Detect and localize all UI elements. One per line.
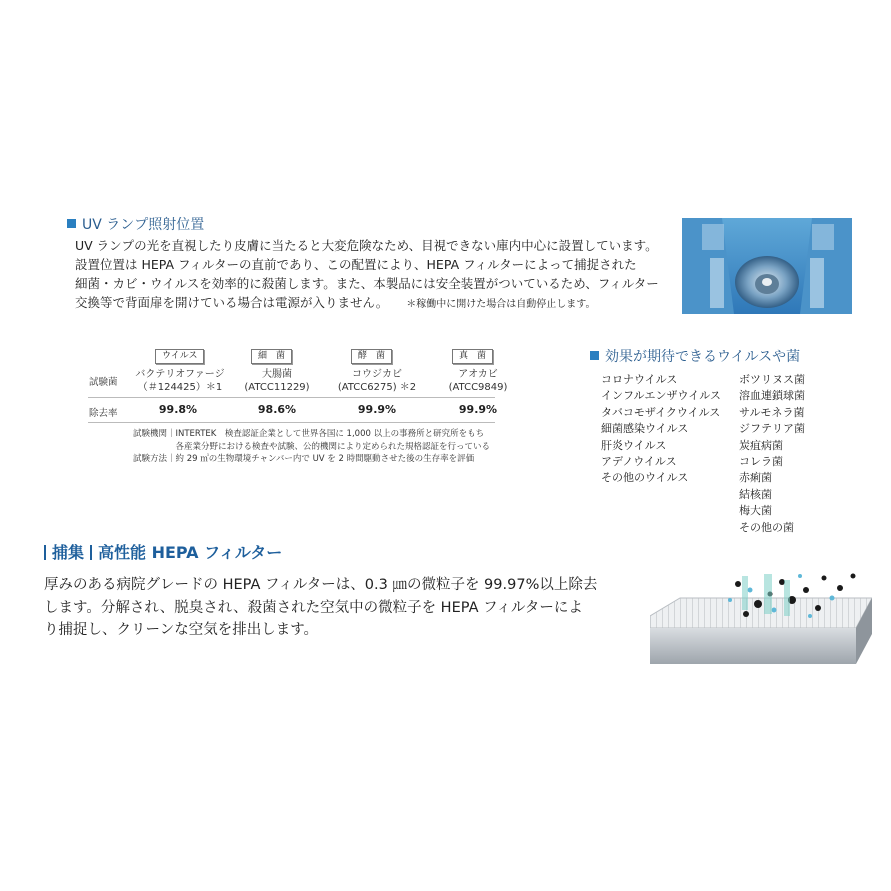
list-item: ボツリヌス菌 <box>739 373 805 386</box>
list-item: アデノウイルス <box>601 454 677 468</box>
row-label-test-organism: 試験菌 <box>89 377 118 388</box>
list-item: その他のウイルス <box>601 471 689 485</box>
list-item: 細菌感染ウイルス <box>601 422 689 436</box>
uv-section-title: UV ランプ照射位置 <box>67 214 204 234</box>
list-item: インフルエンザウイルス <box>601 389 721 403</box>
hepa-section-title: 捕集 高性能 HEPA フィルター <box>44 540 282 563</box>
removal-rate: 99.9% <box>458 403 498 416</box>
list-item: 溶血連鎖球菌 <box>739 389 805 403</box>
table-divider <box>88 397 495 398</box>
organism-cell: バクテリオファージ （＃124425）＊1 <box>135 369 225 393</box>
virus-list <box>601 372 721 487</box>
category-yeast: 酵 菌 <box>351 349 392 364</box>
category-fungi: 真 菌 <box>452 349 493 364</box>
list-item: その他の菌 <box>739 520 794 534</box>
row-label-removal-rate: 除去率 <box>89 408 118 419</box>
hepa-filter-image <box>650 570 872 666</box>
organism-cell: アオカビ (ATCC9849) <box>448 369 508 393</box>
hepa-paragraph: 厚みのある病院グレードの HEPA フィルターは、0.3 ㎛の微粒子を 99.97%以上除去 します。分解され、脱臭され、殺菌された空気中の微粒子を HEPA フィルターによ り捕捉し、クリーンな空気を排出します。 <box>44 577 598 638</box>
list-item: タバコモザイクウイルス <box>601 405 721 419</box>
effect-section-title: 効果が期待できるウイルスや菌 <box>590 346 800 366</box>
title-bar-icon <box>90 545 92 560</box>
list-item: 結核菌 <box>739 487 772 501</box>
bacteria-list <box>739 372 805 536</box>
list-item: 梅大菌 <box>739 504 772 518</box>
title-bar-icon <box>44 545 46 560</box>
uv-paragraph: UV ランプの光を直視したり皮膚に当たると大変危険なため、目視できない庫内中心に設置しています。 設置位置は HEPA フィルターの直前であり、この配置により、HEPA フィルターによって捕捉された 細菌・カビ・ウイルスを効率的に殺菌します。また、本製品には安全装置がついているため、フィルター 交換等で背面扉を開けている場合は電源が入りません。 ＊稼働中に開けた場合は自動停止します。 <box>75 238 659 310</box>
list-item: コロナウイルス <box>601 373 678 386</box>
square-bullet-icon <box>590 351 599 360</box>
organism-cell: コウジカビ (ATCC6275) ＊2 <box>337 369 417 393</box>
removal-rate: 99.9% <box>357 403 397 416</box>
removal-rate: 99.8% <box>158 403 198 416</box>
list-item: 肝炎ウイルス <box>601 438 667 452</box>
square-bullet-icon <box>67 219 76 228</box>
uv-lamp-photo <box>682 218 852 314</box>
table-footnotes: 試験機関｜INTERTEK 検査認証企業として世界各国に 1,000 以上の事務所と研究所をもち 各産業分野における検査や試験、公的機関により定められた規格認証を行っている 試験方法｜約 29 ㎥の生物環境チャンバー内で UV を 2 時間駆動させた後の生存率を評価 <box>133 429 491 464</box>
list-item: サルモネラ菌 <box>739 405 805 419</box>
list-item: コレラ菌 <box>739 454 783 468</box>
organism-cell: 大腸菌 (ATCC11229) <box>244 369 310 393</box>
category-bacteria: 細 菌 <box>251 349 292 364</box>
list-item: 赤痢菌 <box>739 471 772 485</box>
list-item: 炭疽病菌 <box>739 438 783 452</box>
list-item: ジフテリア菌 <box>739 422 805 436</box>
category-virus: ウイルス <box>155 349 204 364</box>
table-divider <box>88 422 495 423</box>
uv-note: ＊稼働中に開けた場合は自動停止します。 <box>406 299 596 310</box>
removal-rate: 98.6% <box>257 403 297 416</box>
